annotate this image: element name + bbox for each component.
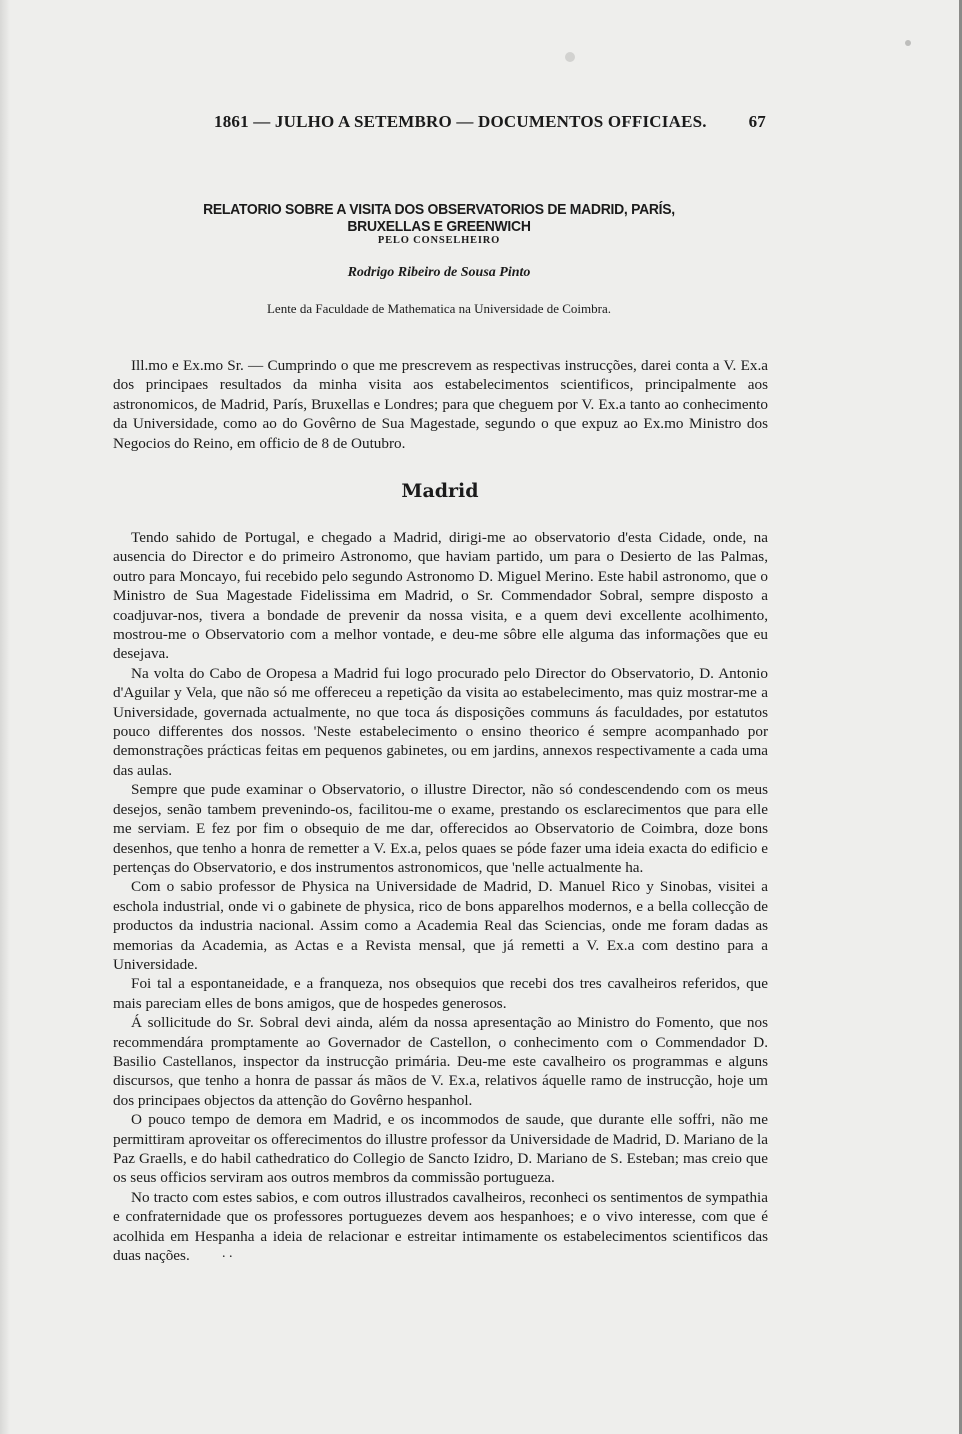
paragraph: Foi tal a espontaneidade, e a franqueza, nos obsequios que recebi dos tres cavalheiros referidos, que mais pareciam elles de bons amigos, que de hospedes generosos. — [113, 975, 768, 1012]
running-head — [214, 112, 766, 132]
author-affiliation: Lente da Faculdade de Mathematica na Universidade de Coimbra. — [266, 301, 611, 316]
page-number: 67 — [748, 112, 766, 131]
paragraph: Com o sabio professor de Physica na Universidade de Madrid, D. Manuel Rico y Sinobas, visitei a eschola industrial, onde vi o gabinete de physica, rico de bons apparelhos modernos, e a bella collecção de productos da industria nacional. Assim como a Academia Real das Sciencias, onde me foram dadas as memorias da Academia, as Actas e a Revista mensal, que já remetti a V. Ex.a com destino para a Universidade. — [113, 878, 768, 973]
intro-block — [113, 356, 768, 453]
running-title: 1861 — JULHO A SETEMBRO — DOCUMENTOS OFFICIAES. — [214, 112, 707, 131]
byline: PELO CONSELHEIRO — [377, 235, 501, 246]
article-title: RELATORIO SOBRE A VISITA DOS OBSERVATORIOS DE MADRID, PARÍS, BRUXELLAS E GREENWICH — [203, 201, 675, 235]
paragraph: Sempre que pude examinar o Observatorio, o illustre Director, não só condescendendo com os meus desejos, senão tambem prevenindo-os, facilitou-me o exame, prestando os esclarecimentos que para elle me serviam. E fez por fim o obsequio de me dar, offerecidos ao Observatorio de Coimbra, doze bons desenhos, que tenho a honra de remetter a V. Ex.a, pelos quaes se póde fazer uma ideia exacta do edificio e pertenças do Observatorio, e dos instrumentos astronomicos, que 'nelle actualmente ha. — [113, 781, 768, 876]
paper-speck — [905, 40, 911, 46]
paragraph: Tendo sahido de Portugal, e chegado a Madrid, dirigi-me ao observatorio d'esta Cidade, onde, na ausencia do Director e do primeiro Astronomo, que haviam partido, um para o Desierto de las Palmas, outro para Moncayo, fui recebido pelo segundo Astronomo D. Miguel Merino. Este habil astronomo, que o Ministro de Sua Magestade Fidelissima em Madrid, o Sr. Commendador Sobral, sempre disposto a coadjuvar-nos, tivera a bondade de prevenir da nossa visita, e a quem devi excellente acolhimento, mostrou-me o Observatorio com a melhor vontade, e deu-me sôbre elle alguma das informações que eu desejava. — [113, 529, 768, 663]
author-name: Rodrigo Ribeiro de Sousa Pinto — [347, 265, 531, 280]
paper-speck — [565, 52, 575, 62]
paragraph: Á sollicitude do Sr. Sobral devi ainda, além da nossa apresentação ao Ministro do Fomento, que nos recommendára promptamente ao Governador de Castellon, o conhecimento com o Commendador D. Basilio Castellanos, inspector da instrucção primária. Deu-me este cavalheiro os programmas e alguns discursos, que tenho a honra de passar ás mãos de V. Ex.a, relativos áquelle ramo de instrucção, hoje um dos principaes objectos da attenção do Govêrno hespanhol. — [113, 1014, 768, 1109]
section-heading: Madrid — [401, 480, 479, 502]
paragraph: No tracto com estes sabios, e com outros illustrados cavalheiros, reconheci os sentimentos de sympathia e confraternidade que os professores portuguezes devem aos hespanhoes; e o vivo interesse, com que é acolhida em Hespanha a ideia de relacionar e estreitar intimamente os estabelecimentos scientificos das duas nações. — [113, 1188, 768, 1265]
footer-mark: . . — [222, 1246, 233, 1261]
intro-paragraph: Ill.mo e Ex.mo Sr. — Cumprindo o que me prescrevem as respectivas instrucções, darei conta a V. Ex.a dos principaes resultados da minha visita aos estabelecimentos scientificos, principalmente aos astronomicos, de Madrid, París, Bruxellas e Londres; para que cheguem por V. Ex.a tanto ao conhecimento da Universidade, como ao do Govêrno de Sua Magestade, segundo o que expuz ao Ex.mo Ministro dos Negocios do Reino, em officio de 8 de Outubro. — [113, 357, 768, 452]
paragraph: O pouco tempo de demora em Madrid, e os incommodos de saude, que durante elle soffri, não me permittiram aproveitar os offerecimentos do illustre professor da Universidade de Madrid, D. Mariano de la Paz Graells, e do habil cathedratico do Collegio de Sancto Izidro, D. Mariano de S. Esteban; mas creio que os seus officios serviram aos outros membros da commissão portugueza. — [113, 1111, 768, 1187]
paragraph: Na volta do Cabo de Oropesa a Madrid fui logo procurado pelo Director do Observatorio, D. Antonio d'Aguilar y Vela, que não só me offereceu a repetição da visita ao estabelecimento, mas quiz mostrar-me a Universidade, governada actualmente, no que toca ás disposições communs ás faculdades, por estatutos pouco differentes dos nossos. 'Neste estabelecimento o ensino theorico é sempre acompanhado por demonstrações prácticas feitas em pequenos gabinetes, ou em jardins, annexos respectivamente a cada uma das aulas. — [113, 664, 768, 779]
section-body — [113, 528, 768, 1265]
